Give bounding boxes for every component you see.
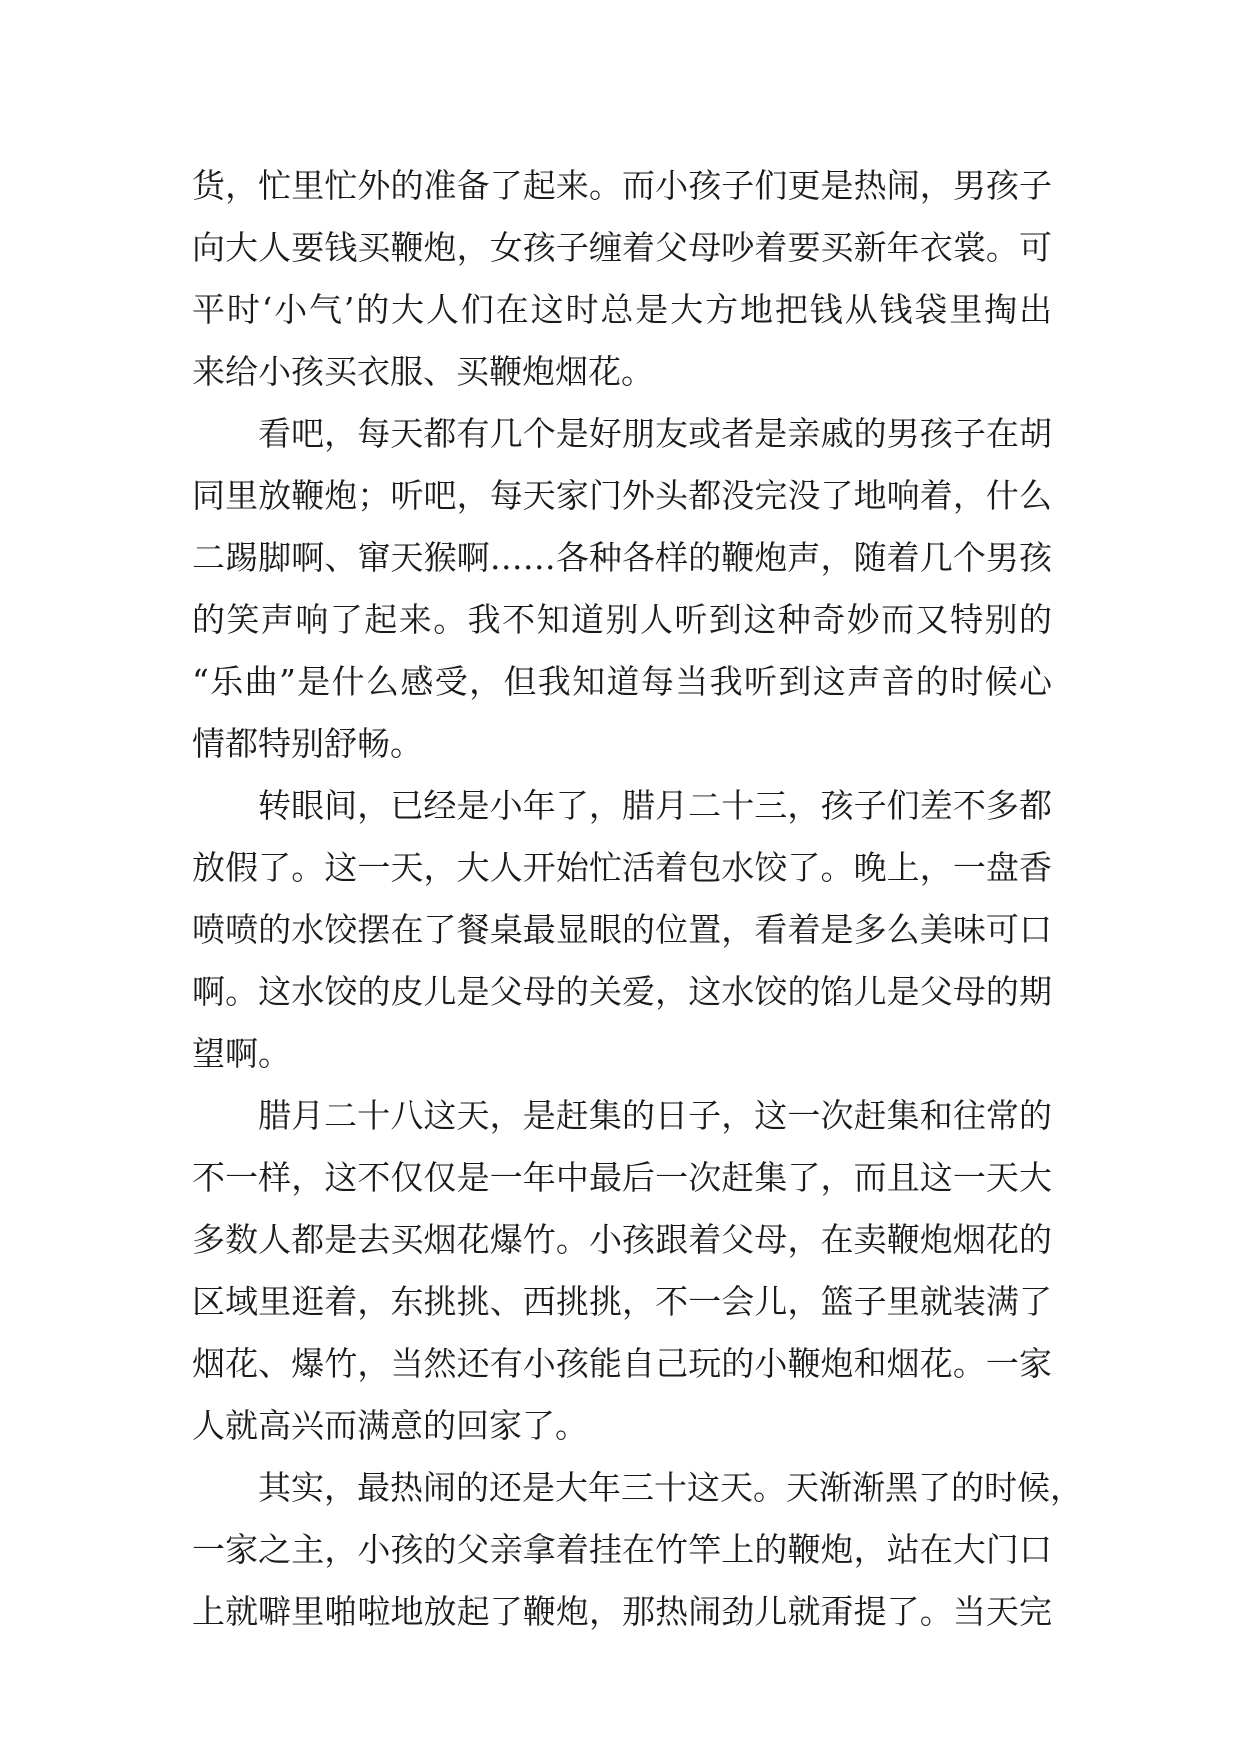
text-line: 放假了。这一天，大人开始忙活着包水饺了。晚上，一盘香 [192, 848, 1052, 887]
paragraph [192, 155, 1052, 403]
text-line: 一家之主，小孩的父亲拿着挂在竹竿上的鞭炮，站在大门口 [192, 1530, 1052, 1569]
body-text [192, 155, 1083, 1643]
paragraph [192, 403, 1052, 775]
text-line: 看吧，每天都有几个是好朋友或者是亲戚的男孩子在胡 [258, 414, 1052, 453]
text-line: 人就高兴而满意的回家了。 [192, 1406, 588, 1445]
text-line: 平时‘小气’的大人们在这时总是大方地把钱从钱袋里掏出 [192, 290, 1052, 329]
text-line: 二踢脚啊、窜天猴啊……各种各样的鞭炮声，随着几个男孩 [192, 538, 1052, 577]
text-line: 同里放鞭炮；听吧，每天家门外头都没完没了地响着，什么 [192, 476, 1052, 515]
text-line: “乐曲”是什么感受，但我知道每当我听到这声音的时候心 [192, 662, 1052, 701]
text-line: 情都特别舒畅。 [192, 724, 423, 763]
paragraph [192, 1457, 1083, 1643]
text-line: 望啊。 [192, 1034, 291, 1073]
text-line: 区域里逛着，东挑挑、西挑挑，不一会儿，篮子里就装满了 [192, 1282, 1052, 1321]
paragraph [192, 1085, 1052, 1457]
text-line: 上就噼里啪啦地放起了鞭炮，那热闹劲儿就甭提了。当天完 [192, 1592, 1052, 1631]
text-line: 烟花、爆竹，当然还有小孩能自己玩的小鞭炮和烟花。一家 [192, 1344, 1052, 1383]
text-line: 的笑声响了起来。我不知道别人听到这种奇妙而又特别的 [192, 600, 1052, 639]
text-line: 其实，最热闹的还是大年三十这天。天渐渐黑了的时候， [258, 1468, 1083, 1507]
text-line: 多数人都是去买烟花爆竹。小孩跟着父母，在卖鞭炮烟花的 [192, 1220, 1052, 1259]
text-line: 转眼间，已经是小年了，腊月二十三，孩子们差不多都 [258, 786, 1052, 825]
text-line: 来给小孩买衣服、买鞭炮烟花。 [192, 352, 654, 391]
text-line: 腊月二十八这天，是赶集的日子，这一次赶集和往常的 [258, 1096, 1052, 1135]
text-line: 向大人要钱买鞭炮，女孩子缠着父母吵着要买新年衣裳。可 [192, 228, 1052, 267]
paragraph [192, 775, 1052, 1085]
text-line: 啊。这水饺的皮儿是父母的关爱，这水饺的馅儿是父母的期 [192, 972, 1052, 1011]
text-line: 喷喷的水饺摆在了餐桌最显眼的位置，看着是多么美味可口 [192, 910, 1052, 949]
text-line: 不一样，这不仅仅是一年中最后一次赶集了，而且这一天大 [192, 1158, 1052, 1197]
text-line: 货，忙里忙外的准备了起来。而小孩子们更是热闹，男孩子 [192, 166, 1052, 205]
